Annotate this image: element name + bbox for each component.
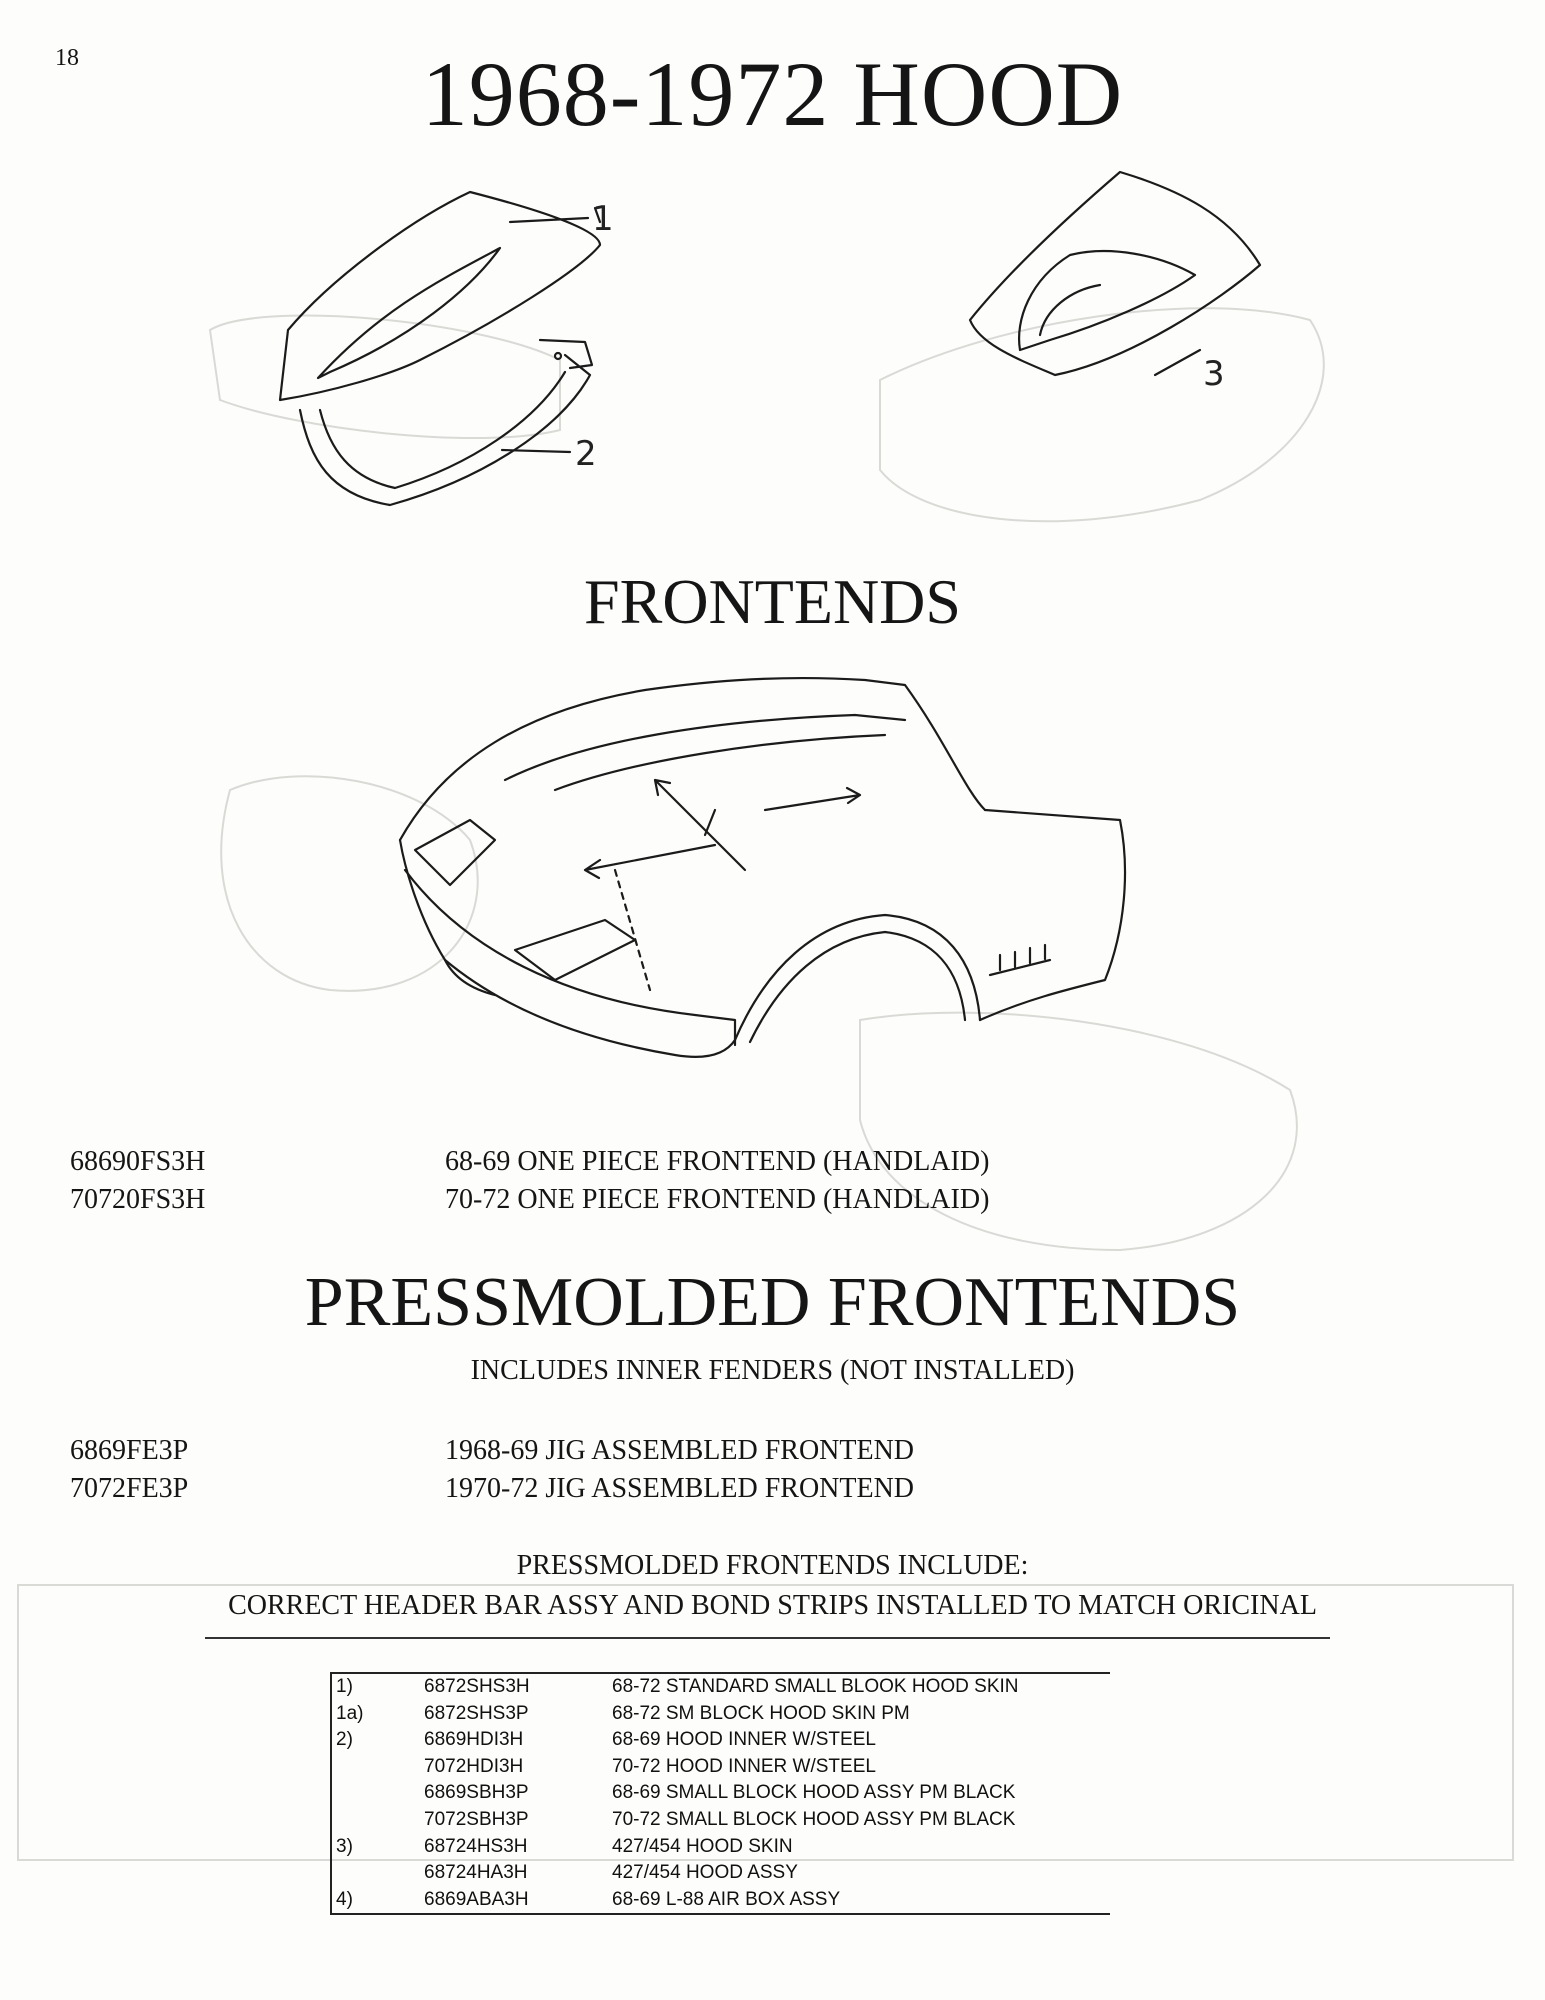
item-number: 1a) [336, 1702, 364, 1724]
item-number [331, 1780, 424, 1807]
table-row [331, 1673, 1110, 1701]
part-number: 6872SHS3H [424, 1673, 612, 1701]
table-row [331, 1780, 1110, 1807]
item-number [331, 1754, 424, 1781]
part-description: 70-72 SMALL BLOCK HOOD ASSY PM BLACK [612, 1808, 1016, 1830]
part-number: 6869HDI3H [424, 1729, 524, 1751]
part-description: 68-69 HOOD INNER W/STEEL [612, 1729, 876, 1751]
part-number: 6869ABA3H [424, 1887, 612, 1915]
item-number: 1) [331, 1673, 424, 1701]
part-description: 427/454 HOOD ASSY [612, 1862, 798, 1884]
divider-rule [205, 1637, 1330, 1639]
frontend-car-drawing [385, 670, 1145, 1090]
table-row [331, 1754, 1110, 1781]
part-description: 68-69 ONE PIECE FRONTEND (HANDLAID) [445, 1146, 990, 1177]
callout-2-label: 2 [575, 434, 597, 474]
part-description: 1968-69 JIG ASSEMBLED FRONTEND [445, 1435, 915, 1466]
part-number: 7072HDI3H [424, 1755, 524, 1777]
item-number: 3) [336, 1835, 353, 1857]
part-number: 6869FE3P [70, 1435, 189, 1466]
part-description: 68-69 L-88 AIR BOX ASSY [612, 1887, 1110, 1915]
item-number [331, 1860, 424, 1887]
part-description: 1970-72 JIG ASSEMBLED FRONTEND [445, 1473, 915, 1504]
page-number: 18 [55, 45, 79, 71]
part-number: 68724HA3H [424, 1862, 528, 1884]
table-row [331, 1701, 1110, 1728]
hood-section-title: 1968-1972 HOOD [421, 43, 1124, 145]
part-number: 7072FE3P [70, 1473, 189, 1504]
pressmolded-include-heading: PRESSMOLDED FRONTENDS INCLUDE: [516, 1550, 1029, 1581]
pressmolded-section-title: PRESSMOLDED FRONTENDS [304, 1264, 1241, 1341]
part-number: 7072SBH3P [424, 1808, 529, 1830]
pressmolded-subtitle: INCLUDES INNER FENDERS (NOT INSTALLED) [470, 1355, 1075, 1386]
part-number: 70720FS3H [70, 1184, 206, 1215]
item-number [331, 1807, 424, 1834]
hood-skin-and-inner-drawing [270, 160, 890, 520]
part-number: 68724HS3H [424, 1835, 528, 1857]
pressmolded-include-detail: CORRECT HEADER BAR ASSY AND BOND STRIPS INSTALLED TO MATCH ORICINAL [228, 1590, 1317, 1621]
callout-3-label: 3 [1203, 354, 1225, 394]
part-description: 427/454 HOOD SKIN [612, 1835, 793, 1857]
part-description: 70-72 HOOD INNER W/STEEL [612, 1755, 876, 1777]
part-number: 6872SHS3P [424, 1702, 529, 1724]
big-block-hood-drawing [960, 160, 1320, 420]
table-row [331, 1887, 1110, 1915]
part-number: 68690FS3H [70, 1146, 206, 1177]
callout-1-label: 1 [592, 199, 614, 239]
table-row [331, 1834, 1110, 1861]
hood-parts-table [330, 1672, 1110, 1915]
part-description: 68-69 SMALL BLOCK HOOD ASSY PM BLACK [612, 1782, 1016, 1804]
table-row [331, 1727, 1110, 1754]
part-description: 70-72 ONE PIECE FRONTEND (HANDLAID) [445, 1184, 990, 1215]
part-description: 68-72 SM BLOCK HOOD SKIN PM [612, 1702, 910, 1724]
frontends-section-title: FRONTENDS [584, 566, 961, 637]
part-number: 6869SBH3P [424, 1782, 529, 1804]
part-description: 68-72 STANDARD SMALL BLOOK HOOD SKIN [612, 1673, 1110, 1701]
item-number: 2) [336, 1729, 353, 1751]
table-row [331, 1860, 1110, 1887]
item-number: 4) [331, 1887, 424, 1915]
table-row [331, 1807, 1110, 1834]
